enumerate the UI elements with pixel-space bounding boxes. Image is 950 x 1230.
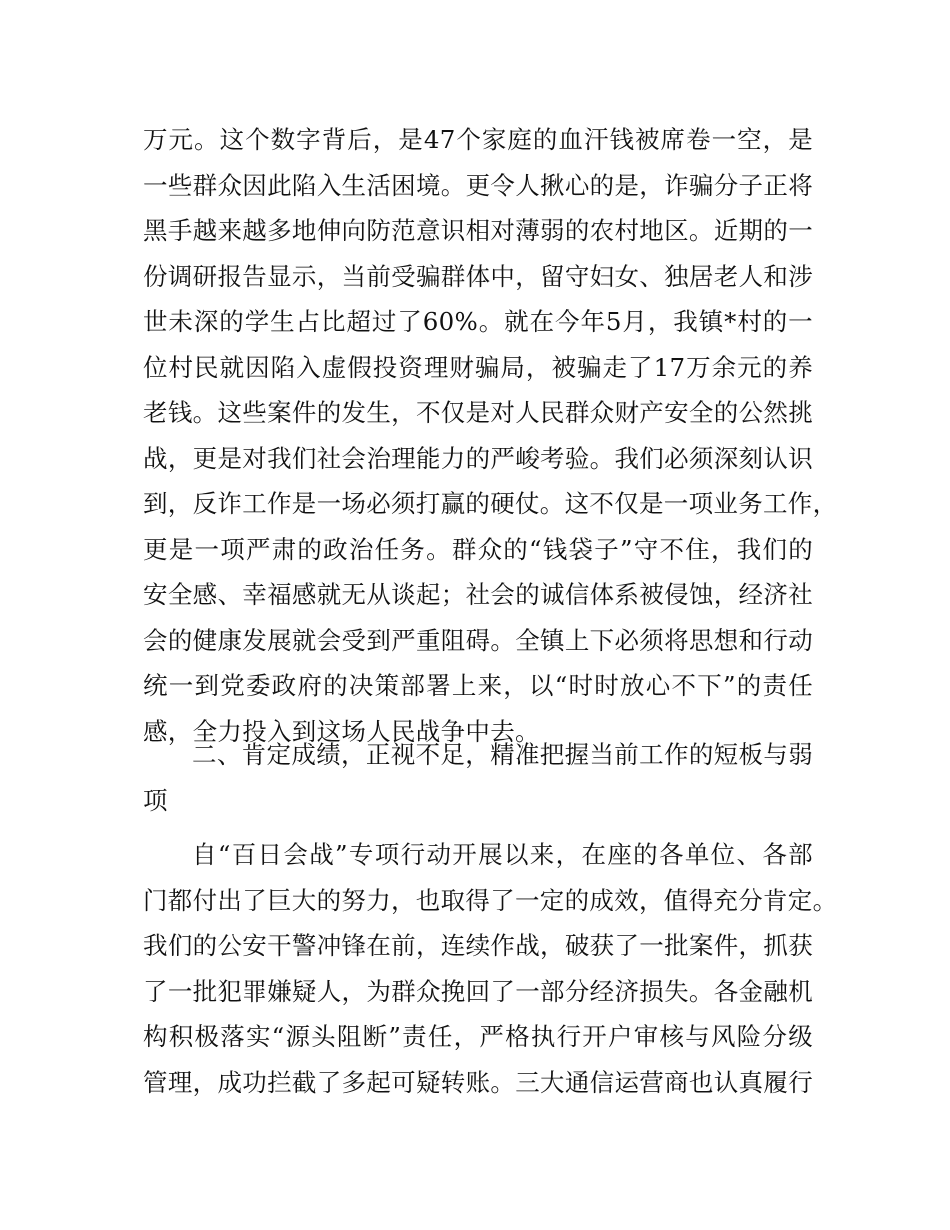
paragraph-line: 管理，成功拦截了多起可疑转账。三大通信运营商也认真履行 [143,1067,813,1097]
paragraph-line: 老钱。这些案件的发生，不仅是对人民群众财产安全的公然挑 [143,398,813,427]
paragraph-line: 会的健康发展就会受到严重阻碍。全镇上下必须将思想和行动 [143,625,813,655]
paragraph-line: 统一到党委政府的决策部署上来，以“时时放心不下”的责任 [143,671,813,700]
paragraph-line: 安全感、幸福感就无从谈起；社会的诚信体系被侵蚀，经济社 [143,580,813,609]
paragraph-line: 万元。这个数字背后，是47个家庭的血汗钱被席卷一空，是 [143,125,813,154]
heading-line: 项 [143,785,168,815]
paragraph-line: 位村民就因陷入虚假投资理财骗局，被骗走了17万余元的养 [143,352,813,382]
paragraph-line: 黑手越来越多地伸向防范意识相对薄弱的农村地区。近期的一 [143,216,813,245]
paragraph-line: 一些群众因此陷入生活困境。更令人揪心的是，诈骗分子正将 [143,170,813,200]
paragraph-line: 到，反诈工作是一场必须打赢的硬仗。这不仅是一项业务工作， [143,489,838,518]
paragraph-line: 感，全力投入到这场人民战争中去。 [143,716,540,746]
paragraph-line: 我们的公安干警冲锋在前，连续作战，破获了一批案件，抓获 [143,931,813,960]
paragraph-2 [143,832,838,1105]
paragraph-line: 份调研报告显示，当前受骗群体中，留守妇女、独居老人和涉 [143,261,813,291]
paragraph-line: 了一批犯罪嫌疑人，为群众挽回了一部分经济损失。各金融机 [143,976,813,1006]
section-heading [143,732,813,823]
heading-line: 二、肯定成绩，正视不足，精准把握当前工作的短板与弱 [192,740,813,769]
paragraph-1 [143,117,838,754]
paragraph-line: 构积极落实“源头阻断”责任，严格执行开户审核与风险分级 [143,1022,813,1051]
paragraph-line: 自“百日会战”专项行动开展以来，在座的各单位、各部 [192,840,813,869]
paragraph-line: 门都付出了巨大的努力，也取得了一定的成效，值得充分肯定。 [143,885,838,915]
paragraph-line: 世未深的学生占比超过了60%。就在今年5月，我镇*村的一 [143,307,813,336]
paragraph-line: 更是一项严肃的政治任务。群众的“钱袋子”守不住，我们的 [143,534,813,564]
paragraph-line: 战，更是对我们社会治理能力的严峻考验。我们必须深刻认识 [143,443,813,473]
